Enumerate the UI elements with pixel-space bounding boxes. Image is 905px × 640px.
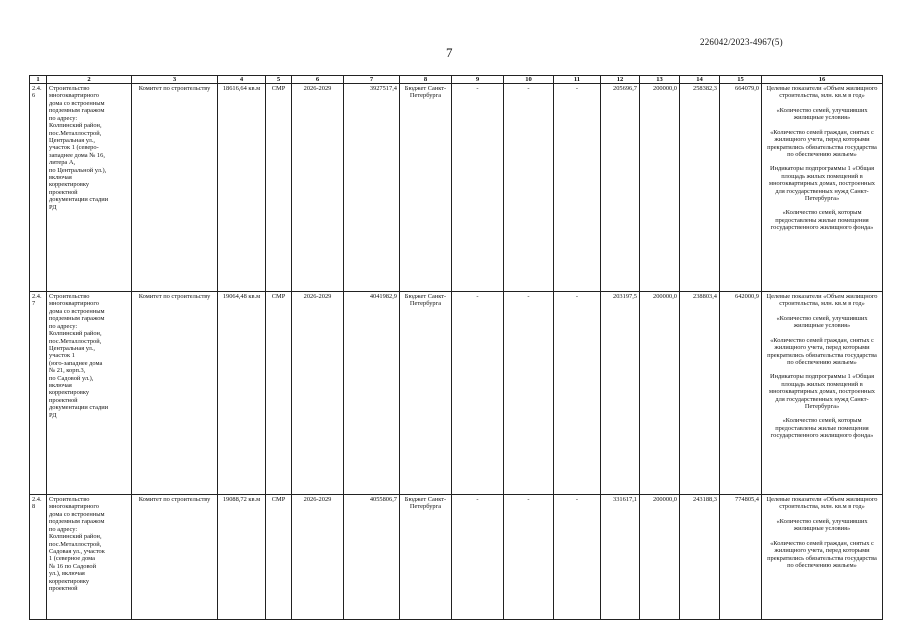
value-col-10: -: [504, 495, 554, 620]
description-line: литера А,: [49, 159, 76, 167]
col-header: 11: [554, 76, 601, 84]
object-description: [47, 292, 132, 495]
description-line: РД: [49, 411, 57, 419]
table-row: [30, 84, 883, 292]
value-col-13: 200000,0: [640, 84, 680, 292]
col-header: 6: [292, 76, 344, 84]
value-col-11: -: [554, 84, 601, 292]
value-col-9: -: [452, 84, 504, 292]
period: 2026-2029: [292, 495, 344, 620]
description-line: пос.Металлострой,: [49, 337, 102, 345]
col-header: 16: [762, 76, 883, 84]
description-line: 1 (северное дома: [49, 555, 95, 563]
indicators: [762, 495, 883, 620]
capacity: 19088,72 кв.м: [218, 495, 266, 620]
description-line: (юго-западнее дома: [49, 359, 103, 367]
work-type: СМР: [266, 292, 292, 495]
value-col-14: 238803,4: [680, 292, 720, 495]
description-line: по Центральной ул.),: [49, 166, 107, 174]
work-type: СМР: [266, 84, 292, 292]
value-col-14: 243188,3: [680, 495, 720, 620]
value-col-15: 664079,0: [720, 84, 762, 292]
capacity: 18616,64 кв.м: [218, 84, 266, 292]
table-row: [30, 292, 883, 495]
col-header: 14: [680, 76, 720, 84]
col-header: 8: [400, 76, 452, 84]
period: 2026-2029: [292, 84, 344, 292]
indicator-text: «Количество семей, которым предоставлены жилые помещения государственного жилищного фонда»: [770, 209, 874, 232]
description-line: многоквартирного: [49, 92, 99, 100]
funding-source: Бюджет Санкт-Петербурга: [400, 292, 452, 495]
period: 2026-2029: [292, 292, 344, 495]
capacity: 19064,48 кв.м: [218, 292, 266, 495]
indicators: [762, 84, 883, 292]
indicator-text: Индикаторы подпрограммы 1 «Общая площадь жилых помещений в многоквартирных домах, построенных для государственных нужд Санкт-Петербурга»: [769, 373, 875, 411]
col-header: 7: [344, 76, 400, 84]
row-number: 2.4.6: [30, 84, 47, 292]
col-header: 10: [504, 76, 554, 84]
funding-source: Бюджет Санкт-Петербурга: [400, 84, 452, 292]
description-line: по адресу:: [49, 525, 78, 533]
value-col-12: 203197,5: [601, 292, 640, 495]
value-col-9: -: [452, 292, 504, 495]
col-header: 2: [47, 76, 132, 84]
description-line: проектной: [49, 585, 78, 593]
value-col-11: -: [554, 292, 601, 495]
description-line: многоквартирного: [49, 300, 99, 308]
description-line: корректировку: [49, 181, 90, 189]
description-line: Колпинский район,: [49, 122, 102, 130]
row-number: 2.4.8: [30, 495, 47, 620]
description-line: документации стадии: [49, 196, 109, 204]
description-line: подземным гаражом: [49, 518, 105, 526]
indicator-text: «Количество семей граждан, снятых с жилищного учета, перед которыми прекратились обязательства государства по обеспечению жильем»: [767, 539, 877, 569]
total-cost: 3927517,4: [344, 84, 400, 292]
executor: Комитет по строительству: [132, 495, 218, 620]
value-col-15: 642000,9: [720, 292, 762, 495]
column-number-row: [30, 76, 883, 84]
indicator-text: «Количество семей граждан, снятых с жилищного учета, перед которыми прекратились обязательства государства по обеспечению жильем»: [767, 336, 877, 366]
value-col-12: 331617,1: [601, 495, 640, 620]
page-number: 7: [446, 45, 453, 60]
col-header: 15: [720, 76, 762, 84]
total-cost: 4055806,7: [344, 495, 400, 620]
description-line: дома со встроенным: [49, 307, 105, 315]
description-line: корректировку: [49, 389, 90, 397]
object-description: [47, 84, 132, 292]
description-line: Центральная ул.,: [49, 136, 96, 144]
value-col-10: -: [504, 84, 554, 292]
indicator-text: «Количество семей, улучшивших жилищные условия»: [776, 106, 868, 122]
col-header: 5: [266, 76, 292, 84]
program-table: [29, 75, 883, 620]
description-line: дома со встроенным: [49, 510, 105, 518]
executor: Комитет по строительству: [132, 292, 218, 495]
value-col-10: -: [504, 292, 554, 495]
description-line: включая: [49, 382, 72, 390]
object-description: [47, 495, 132, 620]
table-row: [30, 495, 883, 620]
value-col-13: 200000,0: [640, 292, 680, 495]
description-line: проектной: [49, 396, 78, 404]
indicator-text: Индикаторы подпрограммы 1 «Общая площадь жилых помещений в многоквартирных домах, построенных для государственных нужд Санкт-Петербурга»: [769, 165, 875, 203]
description-line: участок 1 (северо-: [49, 144, 99, 152]
description-line: подземным гаражом: [49, 107, 105, 115]
description-line: Строительство: [49, 293, 90, 300]
description-line: ул.), включая: [49, 570, 85, 578]
executor: Комитет по строительству: [132, 84, 218, 292]
value-col-9: -: [452, 495, 504, 620]
indicator-text: «Количество семей, улучшивших жилищные условия»: [776, 517, 868, 533]
description-line: пос.Металлострой,: [49, 540, 102, 548]
description-line: № 21, корп.3,: [49, 367, 86, 375]
description-line: Колпинский район,: [49, 533, 102, 541]
col-header: 9: [452, 76, 504, 84]
description-line: Строительство: [49, 85, 90, 92]
description-line: Колпинский район,: [49, 330, 102, 338]
description-line: по Садовой ул.),: [49, 374, 94, 382]
description-line: Центральная ул.,: [49, 344, 96, 352]
work-type: СМР: [266, 495, 292, 620]
value-col-12: 205696,7: [601, 84, 640, 292]
description-line: Садовая ул., участок: [49, 547, 105, 555]
description-line: подземным гаражом: [49, 315, 105, 323]
col-header: 3: [132, 76, 218, 84]
indicator-text: Целевые показатели «Объем жилищного строительства, млн. кв.м в год»: [766, 293, 878, 308]
description-line: включая: [49, 174, 72, 182]
indicator-text: Целевые показатели «Объем жилищного строительства, млн. кв.м в год»: [766, 85, 878, 100]
indicator-text: «Количество семей, улучшивших жилищные условия»: [776, 314, 868, 330]
description-line: № 16 по Садовой: [49, 562, 97, 570]
description-line: западнее дома № 16,: [49, 151, 105, 159]
document-number: 226042/2023-4967(5): [700, 37, 783, 47]
indicator-text: Целевые показатели «Объем жилищного строительства, млн. кв.м в год»: [766, 496, 878, 511]
indicators: [762, 292, 883, 495]
value-col-15: 774805,4: [720, 495, 762, 620]
description-line: по адресу:: [49, 322, 78, 330]
col-header: 13: [640, 76, 680, 84]
value-col-14: 258382,3: [680, 84, 720, 292]
description-line: корректировку: [49, 577, 90, 585]
description-line: дома со встроенным: [49, 99, 105, 107]
value-col-13: 200000,0: [640, 495, 680, 620]
indicator-text: «Количество семей, которым предоставлены жилые помещения государственного жилищного фонда»: [770, 417, 874, 440]
description-line: проектной: [49, 188, 78, 196]
funding-source: Бюджет Санкт-Петербурга: [400, 495, 452, 620]
description-line: многоквартирного: [49, 503, 99, 511]
description-line: Строительство: [49, 496, 90, 503]
row-number: 2.4.7: [30, 292, 47, 495]
col-header: 12: [601, 76, 640, 84]
total-cost: 4041982,9: [344, 292, 400, 495]
value-col-11: -: [554, 495, 601, 620]
col-header: 1: [30, 76, 47, 84]
description-line: участок 1: [49, 352, 75, 360]
description-line: по адресу:: [49, 114, 78, 122]
description-line: пос.Металлострой,: [49, 129, 102, 137]
description-line: документации стадии: [49, 404, 109, 412]
col-header: 4: [218, 76, 266, 84]
indicator-text: «Количество семей граждан, снятых с жилищного учета, перед которыми прекратились обязательства государства по обеспечению жильем»: [767, 128, 877, 158]
description-line: РД: [49, 203, 57, 211]
